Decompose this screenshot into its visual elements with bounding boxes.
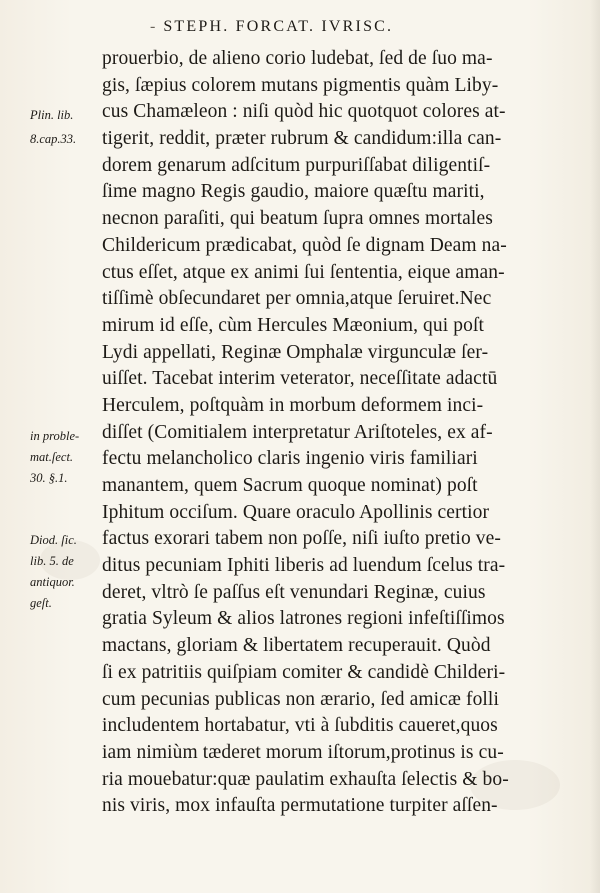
- margin-note: in proble-: [30, 429, 80, 443]
- text-line: Iphitum occiſum. Quare oraculo Apollinis certior: [102, 501, 490, 523]
- text-line: mactans, gloriam & libertatem recuperauit. Quòd: [102, 635, 491, 657]
- text-line: ditus pecuniam Iphiti liberis ad luendum ſcelus tra-: [102, 555, 506, 577]
- margin-note: Plin. lib.: [30, 108, 74, 122]
- text-line: dorem genarum adſcitum purpuriſſabat diligentiſ-: [102, 154, 491, 176]
- text-line: manantem, quem Sacrum quoque nominat) poſt: [102, 475, 478, 496]
- body-text: [102, 46, 568, 820]
- text-line: deret, vltrò ſe paſſus eſt venundari Reginæ, cuius: [102, 581, 486, 603]
- text-line: ria mouebatur:quæ paulatim exhauſta ſelectis & bo-: [102, 768, 509, 790]
- text-line: fectu melancholico claris ingenio viris familiari: [102, 448, 478, 470]
- text-line: tigerit, reddit, præter rubrum & candidum:illa can-: [102, 128, 502, 150]
- text-line: iam nimiùm tæderet morum iſtorum,protinus is cu-: [102, 741, 504, 763]
- text-line: gis, ſæpius colorem mutans pigmentis quàm Liby-: [102, 74, 499, 96]
- running-head-title: STEPH. FORCAT. IVRISC.: [163, 18, 394, 35]
- text-line: prouerbio, de alieno corio ludebat, ſed de ſuo ma-: [102, 48, 493, 69]
- margin-note: lib. 5. de: [30, 554, 74, 568]
- running-head-dash: -: [150, 18, 156, 35]
- margin-note: 8.cap.33.: [30, 132, 77, 146]
- text-line: includentem hortabatur, vti à ſubditis caueret,quos: [102, 715, 498, 737]
- margin-note: antiquor.: [30, 575, 75, 589]
- text-line: cum pecunias publicas non ærario, ſed amicæ folli: [102, 688, 499, 710]
- text-line: ctus eſſet, atque ex animi ſui ſententia, eique aman-: [102, 261, 505, 283]
- text-line: tiſſimè obſecundaret per omnia,atque ſeruiret.Nec: [102, 288, 492, 310]
- text-line: factus exorari tabem non poſſe, niſi iuſto pretio ve-: [102, 528, 501, 550]
- margin-note: mat.ſect.: [30, 450, 74, 464]
- text-line: Herculem, poſtquàm in morbum deformem inci-: [102, 394, 484, 416]
- text-line: necnon paraſiti, qui beatum ſupra omnes mortales: [102, 208, 493, 230]
- running-head: [150, 18, 480, 36]
- text-line: Lydi appellati, Reginæ Omphalæ virgunculæ ſer-: [102, 341, 489, 363]
- text-line: nis viris, mox infauſta permutatione turpiter aſſen-: [102, 795, 498, 817]
- text-line: ſime magno Regis gaudio, maiore quæſtu mariti,: [102, 181, 485, 203]
- text-line: cus Chamæleon : niſi quòd hic quotquot colores at-: [102, 101, 506, 123]
- text-line: ſi ex patritiis quiſpiam comiter & candidè Childeri-: [102, 661, 506, 683]
- text-line: uiſſet. Tacebat interim veterator, neceſſitate adactū: [102, 368, 498, 390]
- margin-note: 30. §.1.: [30, 471, 68, 485]
- text-line: Childericum prædicabat, quòd ſe dignam Deam na-: [102, 234, 507, 256]
- page-edge-shadow: [590, 0, 600, 893]
- text-line: gratia Syleum & alios latrones regioni infeſtiſſimos: [102, 608, 505, 630]
- margin-note: geſt.: [30, 596, 52, 610]
- text-line: diſſet (Comitialem interpretatur Ariſtoteles, ex af-: [102, 421, 493, 443]
- margin-note: Diod. ſic.: [30, 533, 77, 547]
- text-line: mirum id eſſe, cùm Hercules Mæonium, qui poſt: [102, 314, 484, 336]
